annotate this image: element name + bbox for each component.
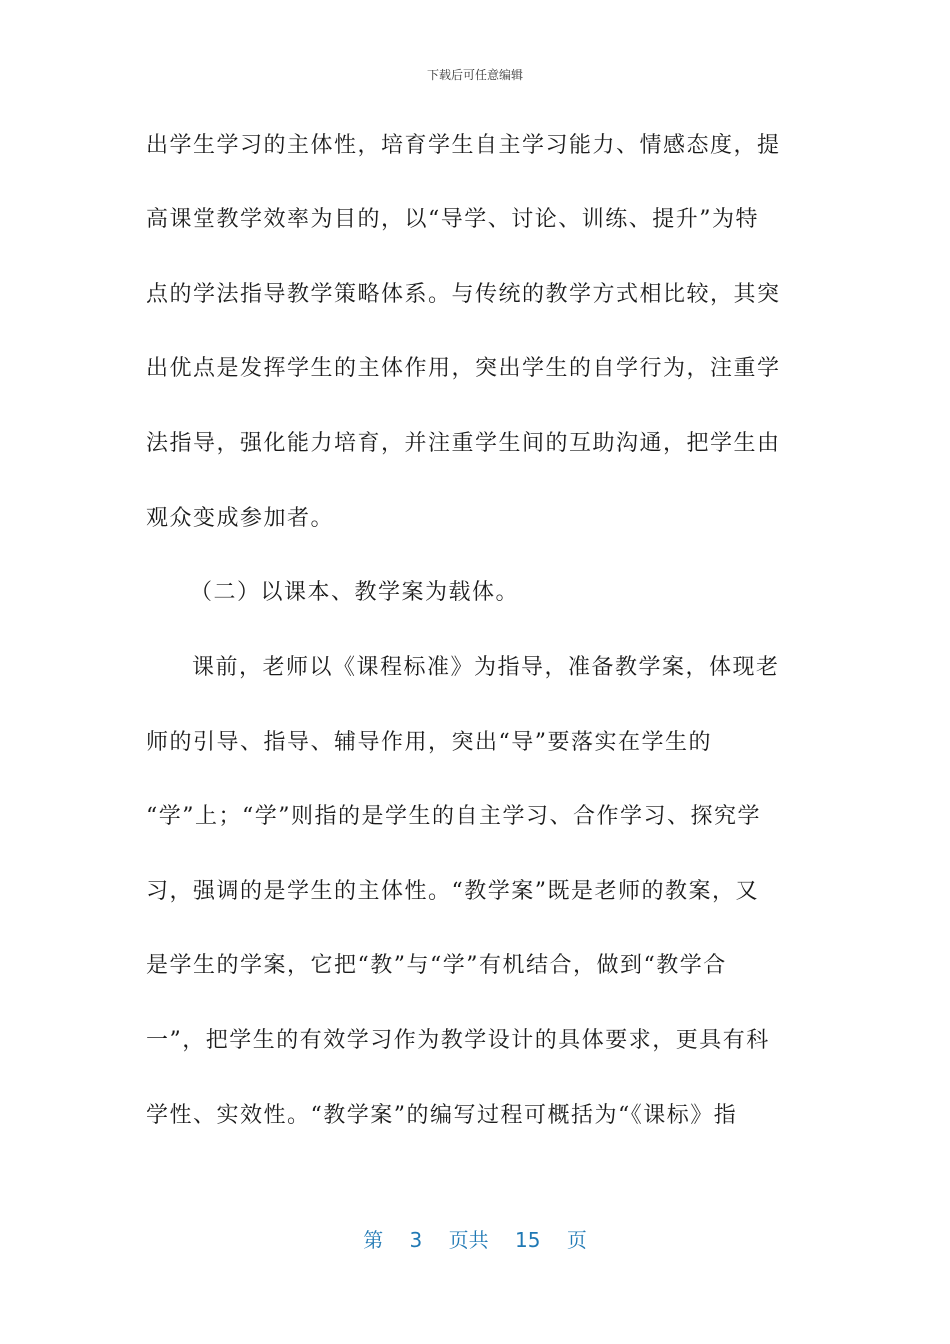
paragraph-line: 一”，把学生的有效学习作为教学设计的具体要求，更具有科 bbox=[146, 1028, 770, 1053]
footer-prefix: 第 bbox=[363, 1228, 384, 1252]
paragraph-line: 学性、实效性。“教学案”的编写过程可概括为“《课标》指 bbox=[146, 1103, 738, 1128]
paragraph-line: 点的学法指导教学策略体系。与传统的教学方式相比较，其突 bbox=[146, 282, 781, 307]
footer-suffix: 页 bbox=[566, 1228, 587, 1252]
paragraph-line: 是学生的学案，它把“教”与“学”有机结合，做到“教学合 bbox=[146, 953, 727, 978]
footer-middle: 页共 bbox=[448, 1228, 489, 1252]
paragraph-line: 高课堂教学效率为目的，以“导学、讨论、训练、提升”为特 bbox=[146, 207, 759, 232]
page-header: 下载后可任意编辑 bbox=[426, 68, 523, 82]
section-heading: （二）以课本、教学案为载体。 bbox=[190, 580, 520, 605]
paragraph-line: 出优点是发挥学生的主体作用，突出学生的自学行为，注重学 bbox=[146, 356, 781, 381]
page-footer bbox=[0, 1224, 950, 1253]
paragraph-line: 出学生学习的主体性，培育学生自主学习能力、情感态度，提 bbox=[146, 133, 781, 158]
current-page-number: 3 bbox=[409, 1228, 423, 1252]
paragraph-line: 师的引导、指导、辅导作用，突出“导”要落实在学生的 bbox=[146, 730, 712, 755]
paragraph-line: 观众变成参加者。 bbox=[146, 506, 335, 531]
total-page-count: 15 bbox=[515, 1228, 541, 1252]
paragraph-line: 课前，老师以《课程标准》为指导，准备教学案，体现老 bbox=[192, 655, 780, 680]
paragraph-line: 习，强调的是学生的主体性。“教学案”既是老师的教案，又 bbox=[146, 879, 759, 904]
paragraph-line: “学”上；“学”则指的是学生的自主学习、合作学习、探究学 bbox=[146, 804, 761, 829]
paragraph-line: 法指导，强化能力培育，并注重学生间的互助沟通，把学生由 bbox=[146, 431, 781, 456]
